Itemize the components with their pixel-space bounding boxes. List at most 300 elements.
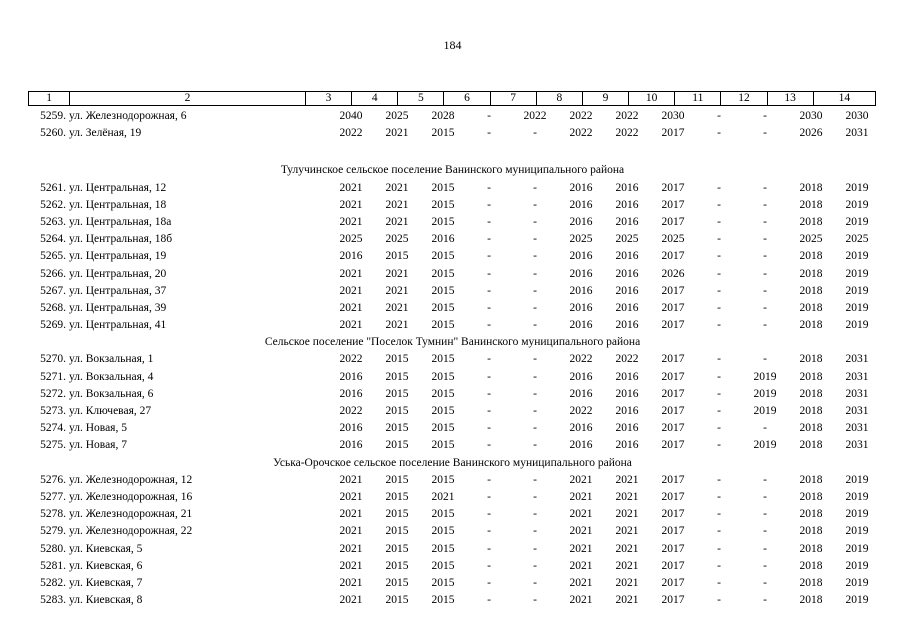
year-cell: 2017 <box>661 127 685 140</box>
year-cell: 2040 <box>339 110 363 122</box>
address-cell: ул. Железнодорожная, 22 <box>69 525 193 538</box>
year-cell: - <box>763 594 767 607</box>
year-cell: 2017 <box>661 353 685 366</box>
year-cell: 2022 <box>339 405 363 417</box>
year-cell: 2025 <box>661 233 685 246</box>
row-number: 5259. <box>40 110 66 122</box>
column-header: 11 <box>675 92 721 106</box>
year-cell: 2015 <box>385 353 409 366</box>
year-cell: - <box>533 215 537 228</box>
year-cell: 2015 <box>431 439 455 452</box>
year-cell: 2025 <box>615 233 639 246</box>
year-cell: 2021 <box>339 473 363 486</box>
year-cell: 2017 <box>661 508 685 521</box>
year-cell: - <box>533 542 537 555</box>
year-cell: 2016 <box>569 370 593 383</box>
row-number: 5265. <box>40 250 66 263</box>
year-cell: 2019 <box>845 508 869 521</box>
year-cell: 2021 <box>615 508 639 521</box>
year-cell: 2018 <box>799 576 823 589</box>
year-cell: - <box>487 559 491 572</box>
address-cell: ул. Киевская, 7 <box>69 576 143 589</box>
year-cell: 2018 <box>799 198 823 211</box>
year-cell: - <box>717 215 721 228</box>
year-cell: - <box>763 525 767 538</box>
year-cell: 2021 <box>385 198 409 211</box>
table-body <box>0 108 905 609</box>
year-cell: - <box>717 525 721 538</box>
year-cell: 2015 <box>385 250 409 263</box>
row-number: 5273. <box>40 405 66 417</box>
spacer <box>0 142 905 162</box>
year-cell: 2018 <box>799 319 823 332</box>
year-cell: 2018 <box>799 267 823 280</box>
row-number: 5264. <box>40 233 66 246</box>
year-cell: 2022 <box>569 353 593 366</box>
year-cell: 2015 <box>431 594 455 607</box>
year-cell: - <box>717 267 721 280</box>
year-cell: 2021 <box>339 594 363 607</box>
year-cell: 2021 <box>569 594 593 607</box>
year-cell: 2018 <box>799 559 823 572</box>
year-cell: 2022 <box>569 405 593 417</box>
year-cell: - <box>533 387 537 400</box>
year-cell: - <box>717 473 721 486</box>
year-cell: 2016 <box>569 301 593 314</box>
year-cell: 2016 <box>339 387 363 400</box>
year-cell: 2016 <box>339 370 363 383</box>
year-cell: - <box>487 594 491 607</box>
year-cell: - <box>763 215 767 228</box>
year-cell: - <box>533 370 537 383</box>
address-cell: ул. Ключевая, 27 <box>69 405 152 417</box>
year-cell: 2021 <box>339 576 363 589</box>
year-cell: 2031 <box>845 422 869 435</box>
row-number: 5283. <box>40 594 66 607</box>
year-cell: - <box>717 387 721 400</box>
address-cell: ул. Центральная, 19 <box>69 250 167 263</box>
year-cell: 2015 <box>431 267 455 280</box>
year-cell: - <box>763 110 767 122</box>
year-cell: - <box>763 353 767 366</box>
year-cell: 2019 <box>845 250 869 263</box>
year-cell: 2016 <box>569 198 593 211</box>
table-row <box>0 472 905 489</box>
year-cell: 2021 <box>385 301 409 314</box>
year-cell: - <box>487 127 491 140</box>
year-cell: 2021 <box>339 508 363 521</box>
year-cell: 2015 <box>431 508 455 521</box>
year-cell: 2015 <box>431 370 455 383</box>
year-cell: - <box>717 301 721 314</box>
row-number: 5271. <box>40 370 66 383</box>
year-cell: - <box>487 387 491 400</box>
table-row <box>0 558 905 575</box>
column-header: 4 <box>352 92 398 106</box>
table-row <box>0 317 905 334</box>
year-cell: - <box>763 576 767 589</box>
year-cell: - <box>763 319 767 332</box>
year-cell: 2017 <box>661 198 685 211</box>
year-cell: - <box>763 559 767 572</box>
year-cell: 2021 <box>569 473 593 486</box>
table-row <box>0 125 905 142</box>
year-cell: - <box>487 525 491 538</box>
year-cell: 2018 <box>799 594 823 607</box>
table-row <box>0 403 905 420</box>
year-cell: 2018 <box>799 301 823 314</box>
year-cell: - <box>533 422 537 435</box>
year-cell: 2017 <box>661 439 685 452</box>
year-cell: - <box>533 508 537 521</box>
year-cell: 2015 <box>385 439 409 452</box>
year-cell: 2018 <box>799 215 823 228</box>
year-cell: - <box>487 370 491 383</box>
year-cell: 2025 <box>385 110 409 122</box>
year-cell: 2021 <box>431 490 455 503</box>
year-cell: 2015 <box>385 405 409 417</box>
year-cell: 2021 <box>569 559 593 572</box>
column-header-table <box>28 91 876 106</box>
year-cell: 2021 <box>339 301 363 314</box>
year-cell: 2015 <box>431 284 455 297</box>
address-cell: ул. Новая, 7 <box>69 439 127 452</box>
year-cell: 2017 <box>661 559 685 572</box>
year-cell: 2016 <box>615 370 639 383</box>
year-cell: 2018 <box>799 508 823 521</box>
year-cell: 2026 <box>799 127 823 140</box>
year-cell: 2016 <box>431 233 455 246</box>
year-cell: 2016 <box>615 284 639 297</box>
year-cell: 2015 <box>431 422 455 435</box>
year-cell: 2021 <box>339 284 363 297</box>
year-cell: 2018 <box>799 370 823 383</box>
year-cell: 2019 <box>753 370 777 383</box>
year-cell: 2031 <box>845 405 869 417</box>
year-cell: 2017 <box>661 319 685 332</box>
year-cell: 2031 <box>845 387 869 400</box>
address-cell: ул. Центральная, 18 <box>69 198 167 211</box>
year-cell: 2019 <box>845 559 869 572</box>
year-cell: - <box>717 370 721 383</box>
year-cell: 2021 <box>615 594 639 607</box>
year-cell: 2021 <box>339 525 363 538</box>
year-cell: - <box>487 215 491 228</box>
year-cell: 2016 <box>615 439 639 452</box>
table-row <box>0 437 905 454</box>
year-cell: - <box>763 490 767 503</box>
year-cell: 2016 <box>615 267 639 280</box>
address-cell: ул. Киевская, 6 <box>69 559 143 572</box>
year-cell: - <box>533 319 537 332</box>
year-cell: - <box>487 319 491 332</box>
year-cell: 2015 <box>431 387 455 400</box>
year-cell: 2016 <box>339 439 363 452</box>
section-heading: Сельское поселение "Поселок Тумнин" Ванинского муниципального района <box>264 336 641 349</box>
year-cell: 2021 <box>339 215 363 228</box>
year-cell: 2021 <box>385 215 409 228</box>
year-cell: 2019 <box>845 594 869 607</box>
table-row <box>0 248 905 265</box>
year-cell: - <box>487 284 491 297</box>
year-cell: 2015 <box>431 215 455 228</box>
year-cell: - <box>487 473 491 486</box>
row-number: 5278. <box>40 508 66 521</box>
year-cell: - <box>717 559 721 572</box>
year-cell: 2025 <box>799 233 823 246</box>
address-cell: ул. Зелёная, 19 <box>69 127 142 140</box>
column-header: 9 <box>582 92 628 106</box>
year-cell: - <box>717 594 721 607</box>
year-cell: 2018 <box>799 542 823 555</box>
row-number: 5269. <box>40 319 66 332</box>
year-cell: - <box>487 110 491 122</box>
year-cell: - <box>717 490 721 503</box>
year-cell: 2017 <box>661 576 685 589</box>
year-cell: 2022 <box>523 110 547 122</box>
table-row <box>0 420 905 437</box>
year-cell: 2016 <box>569 422 593 435</box>
year-cell: 2021 <box>569 490 593 503</box>
year-cell: 2030 <box>845 110 869 122</box>
year-cell: 2021 <box>385 267 409 280</box>
year-cell: - <box>763 181 767 194</box>
column-header: 5 <box>398 92 444 106</box>
year-cell: 2019 <box>845 542 869 555</box>
year-cell: 2021 <box>615 525 639 538</box>
year-cell: - <box>533 250 537 263</box>
year-cell: - <box>533 559 537 572</box>
row-number: 5279. <box>40 525 66 538</box>
year-cell: - <box>717 542 721 555</box>
column-header: 13 <box>767 92 813 106</box>
year-cell: 2021 <box>385 127 409 140</box>
year-cell: 2015 <box>385 525 409 538</box>
year-cell: - <box>487 405 491 417</box>
column-header: 1 <box>29 92 70 106</box>
row-number: 5281. <box>40 559 66 572</box>
year-cell: - <box>533 439 537 452</box>
year-cell: 2015 <box>431 301 455 314</box>
year-cell: 2018 <box>799 181 823 194</box>
year-cell: 2016 <box>339 422 363 435</box>
year-cell: 2015 <box>385 559 409 572</box>
row-number: 5268. <box>40 301 66 314</box>
column-header: 14 <box>813 92 875 106</box>
address-cell: ул. Железнодорожная, 21 <box>69 508 193 521</box>
year-cell: 2019 <box>845 181 869 194</box>
year-cell: - <box>533 301 537 314</box>
year-cell: 2025 <box>339 233 363 246</box>
year-cell: 2018 <box>799 473 823 486</box>
year-cell: 2017 <box>661 525 685 538</box>
year-cell: 2015 <box>385 576 409 589</box>
year-cell: - <box>717 422 721 435</box>
address-cell: ул. Центральная, 12 <box>69 181 167 194</box>
year-cell: - <box>533 267 537 280</box>
address-cell: ул. Новая, 5 <box>69 422 127 435</box>
year-cell: 2018 <box>799 284 823 297</box>
year-cell: 2017 <box>661 370 685 383</box>
year-cell: - <box>763 250 767 263</box>
year-cell: 2015 <box>431 542 455 555</box>
year-cell: - <box>763 284 767 297</box>
year-cell: 2021 <box>339 490 363 503</box>
year-cell: 2021 <box>339 198 363 211</box>
year-cell: 2016 <box>615 181 639 194</box>
year-cell: 2015 <box>385 422 409 435</box>
year-cell: - <box>487 267 491 280</box>
year-cell: - <box>533 353 537 366</box>
section-heading: Уська-Орочское сельское поселение Ванинского муниципального района <box>273 456 632 469</box>
year-cell: - <box>533 490 537 503</box>
table-row <box>0 369 905 386</box>
year-cell: 2018 <box>799 439 823 452</box>
page-number: 184 <box>443 38 462 52</box>
year-cell: 2022 <box>569 127 593 140</box>
year-cell: 2019 <box>845 284 869 297</box>
year-cell: - <box>533 198 537 211</box>
year-cell: 2019 <box>753 405 777 417</box>
year-cell: - <box>763 198 767 211</box>
year-cell: 2015 <box>385 508 409 521</box>
year-cell: 2019 <box>845 473 869 486</box>
address-cell: ул. Центральная, 18а <box>69 215 172 228</box>
year-cell: 2021 <box>615 473 639 486</box>
year-cell: 2026 <box>661 267 685 280</box>
year-cell: - <box>717 127 721 140</box>
year-cell: 2016 <box>615 387 639 400</box>
year-cell: - <box>717 233 721 246</box>
address-cell: ул. Железнодорожная, 6 <box>69 110 187 122</box>
year-cell: 2022 <box>615 127 639 140</box>
year-cell: 2021 <box>339 319 363 332</box>
year-cell: - <box>487 508 491 521</box>
year-cell: 2025 <box>845 233 869 246</box>
year-cell: 2015 <box>431 181 455 194</box>
year-cell: 2018 <box>799 490 823 503</box>
column-header-row <box>29 92 876 106</box>
year-cell: 2021 <box>385 181 409 194</box>
year-cell: 2016 <box>569 284 593 297</box>
table-row <box>0 108 905 125</box>
year-cell: 2021 <box>615 490 639 503</box>
column-header: 6 <box>444 92 490 106</box>
year-cell: 2019 <box>845 525 869 538</box>
year-cell: 2017 <box>661 301 685 314</box>
year-cell: 2016 <box>615 422 639 435</box>
year-cell: - <box>763 301 767 314</box>
row-number: 5275. <box>40 439 66 452</box>
year-cell: 2015 <box>431 198 455 211</box>
row-number: 5261. <box>40 181 66 194</box>
year-cell: 2017 <box>661 215 685 228</box>
year-cell: 2016 <box>615 319 639 332</box>
year-cell: - <box>533 284 537 297</box>
table-row <box>0 386 905 403</box>
year-cell: 2019 <box>845 319 869 332</box>
year-cell: 2015 <box>431 353 455 366</box>
row-number: 5266. <box>40 267 66 280</box>
year-cell: - <box>487 198 491 211</box>
table-row <box>0 300 905 317</box>
address-cell: ул. Киевская, 8 <box>69 594 143 607</box>
table-row <box>0 489 905 506</box>
year-cell: 2017 <box>661 594 685 607</box>
year-cell: 2019 <box>753 439 777 452</box>
year-cell: 2017 <box>661 181 685 194</box>
year-cell: 2022 <box>339 353 363 366</box>
year-cell: 2018 <box>799 422 823 435</box>
row-number: 5260. <box>40 127 66 140</box>
table-row <box>0 592 905 609</box>
table-row <box>0 506 905 523</box>
year-cell: 2016 <box>569 267 593 280</box>
year-cell: 2030 <box>661 110 685 122</box>
address-cell: ул. Вокзальная, 1 <box>69 353 154 366</box>
year-cell: 2017 <box>661 542 685 555</box>
year-cell: 2022 <box>615 110 639 122</box>
year-cell: - <box>717 508 721 521</box>
row-number: 5276. <box>40 473 66 486</box>
year-cell: 2030 <box>799 110 823 122</box>
year-cell: 2016 <box>339 250 363 263</box>
year-cell: - <box>533 473 537 486</box>
year-cell: 2018 <box>799 250 823 263</box>
row-number: 5267. <box>40 284 66 297</box>
table-row <box>0 214 905 231</box>
address-cell: ул. Киевская, 5 <box>69 542 143 555</box>
section-heading: Тулучинское сельское поселение Ванинского муниципального района <box>280 164 625 177</box>
year-cell: - <box>487 439 491 452</box>
year-cell: 2021 <box>615 542 639 555</box>
year-cell: - <box>763 267 767 280</box>
year-cell: - <box>487 181 491 194</box>
year-cell: 2019 <box>753 387 777 400</box>
year-cell: 2015 <box>431 250 455 263</box>
year-cell: - <box>763 233 767 246</box>
year-cell: 2015 <box>431 576 455 589</box>
year-cell: - <box>717 319 721 332</box>
year-cell: - <box>533 233 537 246</box>
year-cell: 2019 <box>845 490 869 503</box>
year-cell: - <box>763 473 767 486</box>
year-cell: 2015 <box>385 387 409 400</box>
year-cell: 2016 <box>569 215 593 228</box>
year-cell: 2021 <box>339 181 363 194</box>
year-cell: 2028 <box>431 110 455 122</box>
table-row <box>0 523 905 540</box>
year-cell: 2017 <box>661 405 685 417</box>
year-cell: 2022 <box>339 127 363 140</box>
year-cell: 2021 <box>569 525 593 538</box>
year-cell: 2016 <box>569 439 593 452</box>
year-cell: - <box>487 422 491 435</box>
column-header: 2 <box>70 92 306 106</box>
year-cell: 2016 <box>615 405 639 417</box>
table-row <box>0 283 905 300</box>
column-header: 8 <box>536 92 582 106</box>
address-cell: ул. Вокзальная, 4 <box>69 370 154 383</box>
row-number: 5282. <box>40 576 66 589</box>
year-cell: 2021 <box>615 576 639 589</box>
year-cell: 2016 <box>569 387 593 400</box>
table-row <box>0 266 905 283</box>
year-cell: - <box>717 576 721 589</box>
year-cell: - <box>717 439 721 452</box>
year-cell: 2021 <box>339 267 363 280</box>
year-cell: - <box>717 110 721 122</box>
